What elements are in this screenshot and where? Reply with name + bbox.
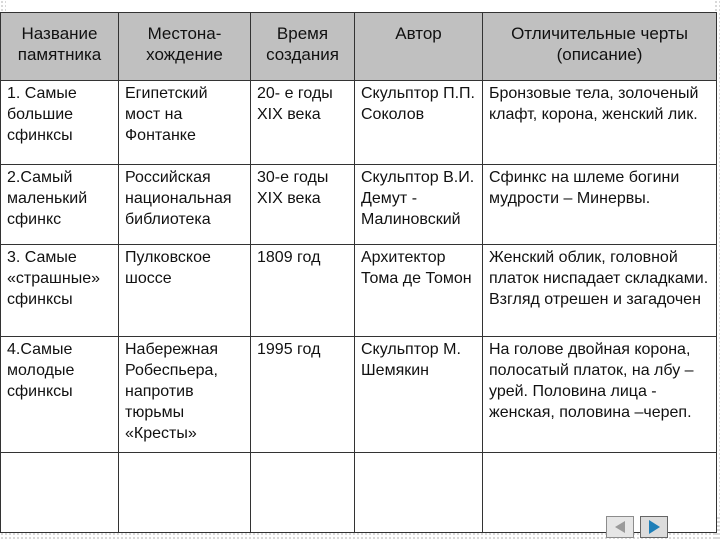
table-row xyxy=(1,337,717,453)
table-row xyxy=(1,245,717,337)
cell-time: 20- е годы XIX века xyxy=(251,81,355,165)
cell-author xyxy=(355,453,483,533)
cell-name: 4.Самые молодые сфинксы xyxy=(1,337,119,453)
header-location: Местона-хождение xyxy=(119,13,251,81)
cell-name xyxy=(1,453,119,533)
header-time: Время создания xyxy=(251,13,355,81)
triangle-right-icon xyxy=(649,520,660,534)
cell-location: Пулковское шоссе xyxy=(119,245,251,337)
triangle-left-icon xyxy=(615,521,625,533)
header-row xyxy=(1,13,717,81)
cell-location: Российская национальная библиотека xyxy=(119,165,251,245)
table-row xyxy=(1,165,717,245)
cell-time xyxy=(251,453,355,533)
cell-location xyxy=(119,453,251,533)
monuments-table xyxy=(0,12,717,533)
cell-author: Архитектор Тома де Томон xyxy=(355,245,483,337)
cell-location: Египетский мост на Фонтанке xyxy=(119,81,251,165)
cell-author: Скульптор М. Шемякин xyxy=(355,337,483,453)
cell-description: Сфинкс на шлеме богини мудрости – Минервы. xyxy=(483,165,717,245)
cell-time: 1995 год xyxy=(251,337,355,453)
cell-location: Набережная Робеспьера, напротив тюрьмы «Кресты» xyxy=(119,337,251,453)
cell-name: 1. Самые большие сфинксы xyxy=(1,81,119,165)
slide-navigation xyxy=(606,516,668,538)
cell-description: На голове двойная корона, полосатый платок, на лбу – урей. Половина лица - женская, половина –череп. xyxy=(483,337,717,453)
cell-time: 1809 год xyxy=(251,245,355,337)
cell-name: 2.Самый маленький сфинкс xyxy=(1,165,119,245)
cell-description: Бронзовые тела, золоченый клафт, корона, женский лик. xyxy=(483,81,717,165)
cell-name: 3. Самые «страшные» сфинксы xyxy=(1,245,119,337)
cell-author: Скульптор В.И. Демут - Малиновский xyxy=(355,165,483,245)
cell-author: Скульптор П.П. Соколов xyxy=(355,81,483,165)
cell-description: Женский облик, головной платок ниспадает складками. Взгляд отрешен и загадочен xyxy=(483,245,717,337)
header-description: Отличительные черты (описание) xyxy=(483,13,717,81)
cell-time: 30-е годы XIX века xyxy=(251,165,355,245)
cell-description xyxy=(483,453,717,533)
header-name: Название памятника xyxy=(1,13,119,81)
next-slide-button[interactable] xyxy=(640,516,668,538)
table-row xyxy=(1,81,717,165)
header-author: Автор xyxy=(355,13,483,81)
previous-slide-button[interactable] xyxy=(606,516,634,538)
